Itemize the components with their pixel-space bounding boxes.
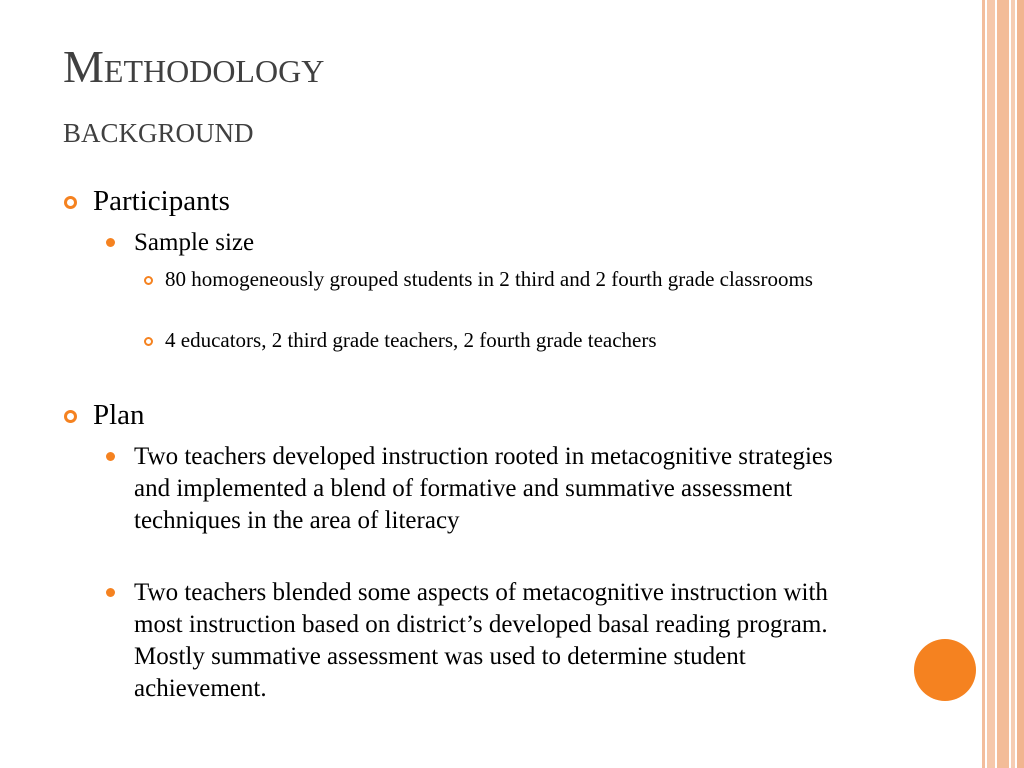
slide-title: Methodology (63, 41, 325, 92)
section-heading-participants (93, 184, 873, 218)
dot-bullet-icon (106, 452, 115, 461)
list-item-plan-1 (134, 441, 854, 537)
dot-bullet-icon (106, 238, 115, 247)
ring-bullet-icon (144, 337, 153, 346)
stripe (1011, 0, 1015, 768)
list-item-plan-2 (134, 577, 874, 705)
list-item-text: Sample size (134, 229, 255, 256)
ring-bullet-icon (64, 196, 77, 209)
stripe (997, 0, 1009, 768)
sub-list-item-text: 80 homogeneously grouped students in 2 third and 2 fourth grade classrooms (165, 267, 813, 291)
sub-list-item-text: 4 educators, 2 third grade teachers, 2 fourth grade teachers (165, 328, 657, 352)
section-heading-text: Participants (93, 185, 230, 217)
ring-bullet-icon (144, 276, 153, 285)
list-item-sample-size (134, 227, 854, 259)
slide-subtitle: background (63, 109, 254, 151)
stripe (1017, 0, 1024, 768)
list-item-text: Two teachers blended some aspects of metacognitive instruction with most instruction based on district’s developed basal reading program. Mostly summative assessment was used to determine student achievement. (134, 579, 828, 702)
decorative-circle (914, 639, 976, 701)
decorative-stripes (982, 0, 1024, 768)
section-heading-plan (93, 398, 873, 432)
ring-bullet-icon (64, 410, 77, 423)
section-heading-text: Plan (93, 399, 145, 431)
sub-list-item-educators (165, 327, 855, 354)
stripe (987, 0, 995, 768)
dot-bullet-icon (106, 588, 115, 597)
list-item-text: Two teachers developed instruction rooted in metacognitive strategies and implemented a blend of formative and summative assessment techniques in the area of literacy (134, 443, 833, 534)
stripe (982, 0, 985, 768)
sub-list-item-students (165, 266, 855, 293)
